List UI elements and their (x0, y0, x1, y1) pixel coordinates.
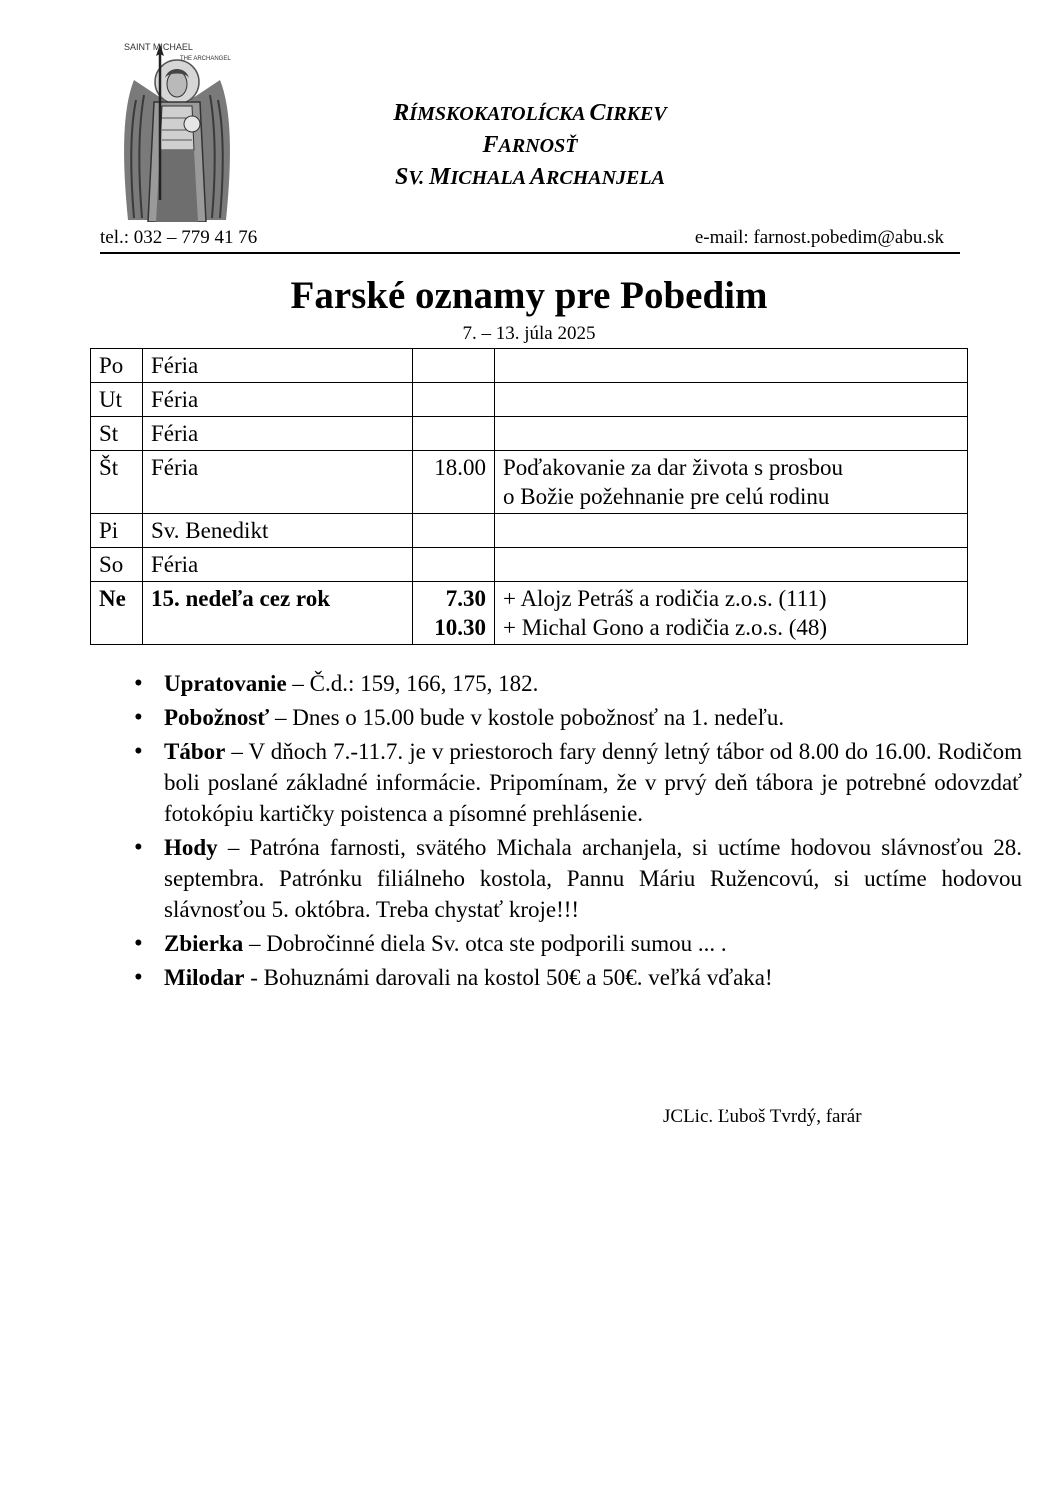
contact-line (100, 226, 960, 254)
schedule-celebration: Féria (143, 383, 413, 417)
parish-line-2: FARNOSŤ (482, 132, 578, 158)
schedule-intention (495, 383, 968, 417)
schedule-time (413, 383, 495, 417)
announcement-label: Tábor (164, 739, 226, 764)
schedule-intention: Poďakovanie za dar života s prosbou o Božie požehnanie pre celú rodinu (495, 451, 968, 514)
announcement-text: – Dnes o 15.00 bude v kostole pobožnosť na 1. nedeľu. (269, 705, 785, 730)
announcement-label: Milodar (164, 965, 245, 990)
announcement-text: - Bohuznámi darovali na kostol 50€ a 50€. veľká vďaka! (244, 965, 773, 990)
schedule-day: Pi (91, 514, 143, 548)
schedule-day: Po (91, 349, 143, 383)
schedule-celebration: 15. nedeľa cez rok (143, 582, 413, 645)
schedule-time (413, 514, 495, 548)
schedule-time (413, 548, 495, 582)
schedule-row (91, 514, 968, 548)
announcement-text: – V dňoch 7.-11.7. je v priestoroch fary denný letný tábor od 8.00 do 16.00. Rodičom boli poslané základné informácie. Pripomínam, že v prvý deň tábora je potrebné odovzdať fotokópiu kartičky poistenca a písomné prehlásenie. (164, 739, 1022, 826)
schedule-time: 7.30 10.30 (413, 582, 495, 645)
schedule-row (91, 383, 968, 417)
schedule-intention (495, 417, 968, 451)
announcement-text: – Patróna farnosti, svätého Michala archanjela, si uctíme hodovou slávnosťou 28. septembra. Patrónku filiálneho kostola, Pannu Máriu Ružencovú, si uctíme hodovou slávnosťou 5. októbra. Treba chystať kroje!!! (164, 835, 1022, 922)
parish-line-3: SV. MICHALA ARCHANJELA (395, 164, 665, 190)
signature: JCLic. Ľuboš Tvrdý, farár (663, 1106, 862, 1127)
icon-caption-top: SAINT MICHAEL (124, 42, 193, 52)
schedule-intention (495, 349, 968, 383)
schedule-time (413, 417, 495, 451)
date-range: 7. – 13. júla 2025 (462, 323, 596, 344)
schedule-row (91, 548, 968, 582)
schedule-time: 18.00 (413, 451, 495, 514)
schedule-intention: + Alojz Petráš a rodičia z.o.s. (111) + Michal Gono a rodičia z.o.s. (48) (495, 582, 968, 645)
mass-schedule-table (90, 348, 968, 645)
schedule-row (91, 451, 968, 514)
announcement-item (164, 832, 1022, 925)
announcement-text: – Č.d.: 159, 166, 175, 182. (286, 671, 539, 696)
schedule-time (413, 349, 495, 383)
schedule-day: Ut (91, 383, 143, 417)
schedule-celebration: Sv. Benedikt (143, 514, 413, 548)
schedule-celebration: Féria (143, 349, 413, 383)
schedule-row (91, 417, 968, 451)
schedule-celebration: Féria (143, 451, 413, 514)
saint-michael-icon (120, 40, 234, 222)
schedule-day: St (91, 417, 143, 451)
announcement-label: Upratovanie (164, 671, 287, 696)
schedule-intention (495, 548, 968, 582)
announcement-item (164, 736, 1022, 829)
announcement-item (164, 962, 1022, 993)
announcement-item (164, 702, 1022, 733)
announcement-item (164, 928, 1022, 959)
schedule-day: Ne (91, 582, 143, 645)
page-title: Farské oznamy pre Pobedim (290, 274, 768, 317)
announcement-label: Pobožnosť (164, 705, 270, 730)
icon-caption-sub: THE ARCHANGEL (180, 56, 231, 62)
parish-name (290, 98, 770, 194)
parish-line-1: RÍMSKOKATOLÍCKA CIRKEV (393, 100, 667, 126)
announcement-label: Zbierka (164, 931, 244, 956)
email-address: e-mail: farnost.pobedim@abu.sk (694, 227, 944, 248)
schedule-celebration: Féria (143, 548, 413, 582)
announcements-list (100, 668, 1022, 996)
schedule-row (91, 349, 968, 383)
schedule-celebration: Féria (143, 417, 413, 451)
announcement-item (164, 668, 1022, 699)
announcement-text: – Dobročinné diela Sv. otca ste podporili sumou ... . (243, 931, 727, 956)
announcement-label: Hody (164, 835, 218, 860)
schedule-row (91, 582, 968, 645)
schedule-intention (495, 514, 968, 548)
schedule-day: Št (91, 451, 143, 514)
schedule-day: So (91, 548, 143, 582)
phone-number: tel.: 032 – 779 41 76 (100, 227, 258, 248)
